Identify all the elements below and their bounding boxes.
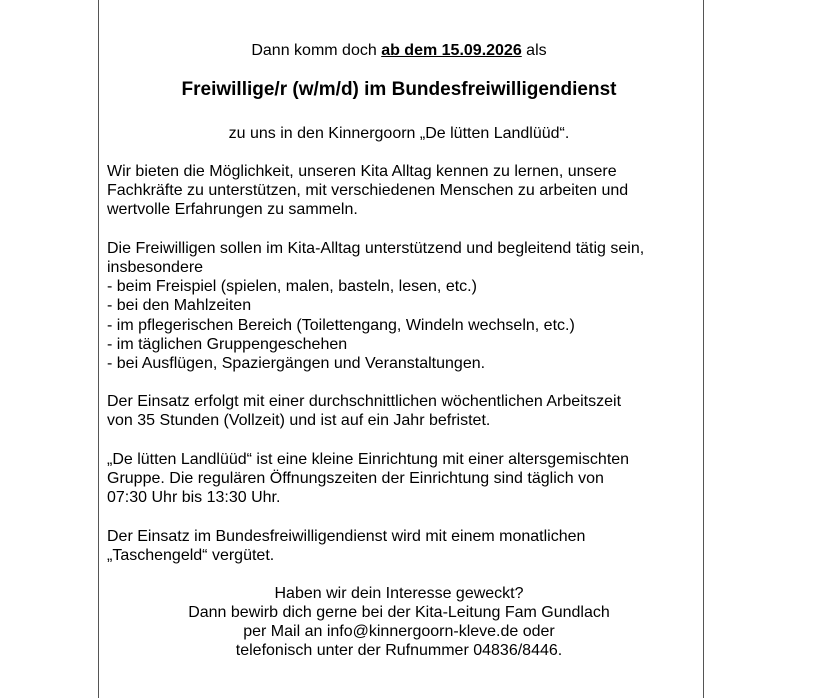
paragraph-line: Die Freiwilligen sollen im Kita-Alltag unterstützend und begleitend tätig sein, xyxy=(107,240,645,257)
list-item: - bei den Mahlzeiten xyxy=(107,297,252,314)
closing-line: Dann bewirb dich gerne bei der Kita-Leitung Fam Gundlach xyxy=(188,604,610,621)
contact-email-line[interactable]: per Mail an info@kinnergoorn-kleve.de oder xyxy=(243,623,555,640)
list-item: - bei Ausflügen, Spaziergängen und Veranstaltungen. xyxy=(107,355,486,372)
list-item: - beim Freispiel (spielen, malen, basteln, lesen, etc.) xyxy=(107,278,477,295)
paragraph-line: von 35 Stunden (Vollzeit) und ist auf ein Jahr befristet. xyxy=(107,412,491,429)
intro-line xyxy=(107,41,691,60)
paragraph-line: Der Einsatz erfolgt mit einer durchschnittlichen wöchentlichen Arbeitszeit xyxy=(107,393,622,410)
page-title: Freiwillige/r (w/m/d) im Bundesfreiwilligendienst xyxy=(181,79,617,100)
contact-phone-line: telefonisch unter der Rufnummer 04836/8446. xyxy=(235,642,563,659)
paragraph-line: 07:30 Uhr bis 13:30 Uhr. xyxy=(107,489,281,506)
paragraph-line: „Taschengeld“ vergütet. xyxy=(107,547,275,564)
paragraph-line: Der Einsatz im Bundesfreiwilligendienst wird mit einem monatlichen xyxy=(107,528,586,545)
list-item: - im pflegerischen Bereich (Toilettengang, Windeln wechseln, etc.) xyxy=(107,317,575,334)
closing-line: Haben wir dein Interesse geweckt? xyxy=(274,585,524,602)
start-date: ab dem 15.09.2026 xyxy=(381,42,522,59)
paragraph-line: Fachkräfte zu unterstützen, mit verschiedenen Menschen zu arbeiten und xyxy=(107,182,629,199)
intro-prefix: Dann komm doch xyxy=(251,42,382,59)
paragraph-line: insbesondere xyxy=(107,259,204,276)
document-page xyxy=(98,0,704,698)
paragraph-line: wertvolle Erfahrungen zu sammeln. xyxy=(107,201,358,218)
subtitle: zu uns in den Kinnergoorn „De lütten Landlüüd“. xyxy=(228,125,570,142)
intro-suffix: als xyxy=(521,42,547,59)
paragraph-line: Wir bieten die Möglichkeit, unseren Kita Alltag kennen zu lernen, unsere xyxy=(107,163,617,180)
list-item: - im täglichen Gruppengeschehen xyxy=(107,336,348,353)
paragraph-line: Gruppe. Die regulären Öffnungszeiten der Einrichtung sind täglich von xyxy=(107,470,604,487)
paragraph-line: „De lütten Landlüüd“ ist eine kleine Einrichtung mit einer altersgemischten xyxy=(107,451,630,468)
